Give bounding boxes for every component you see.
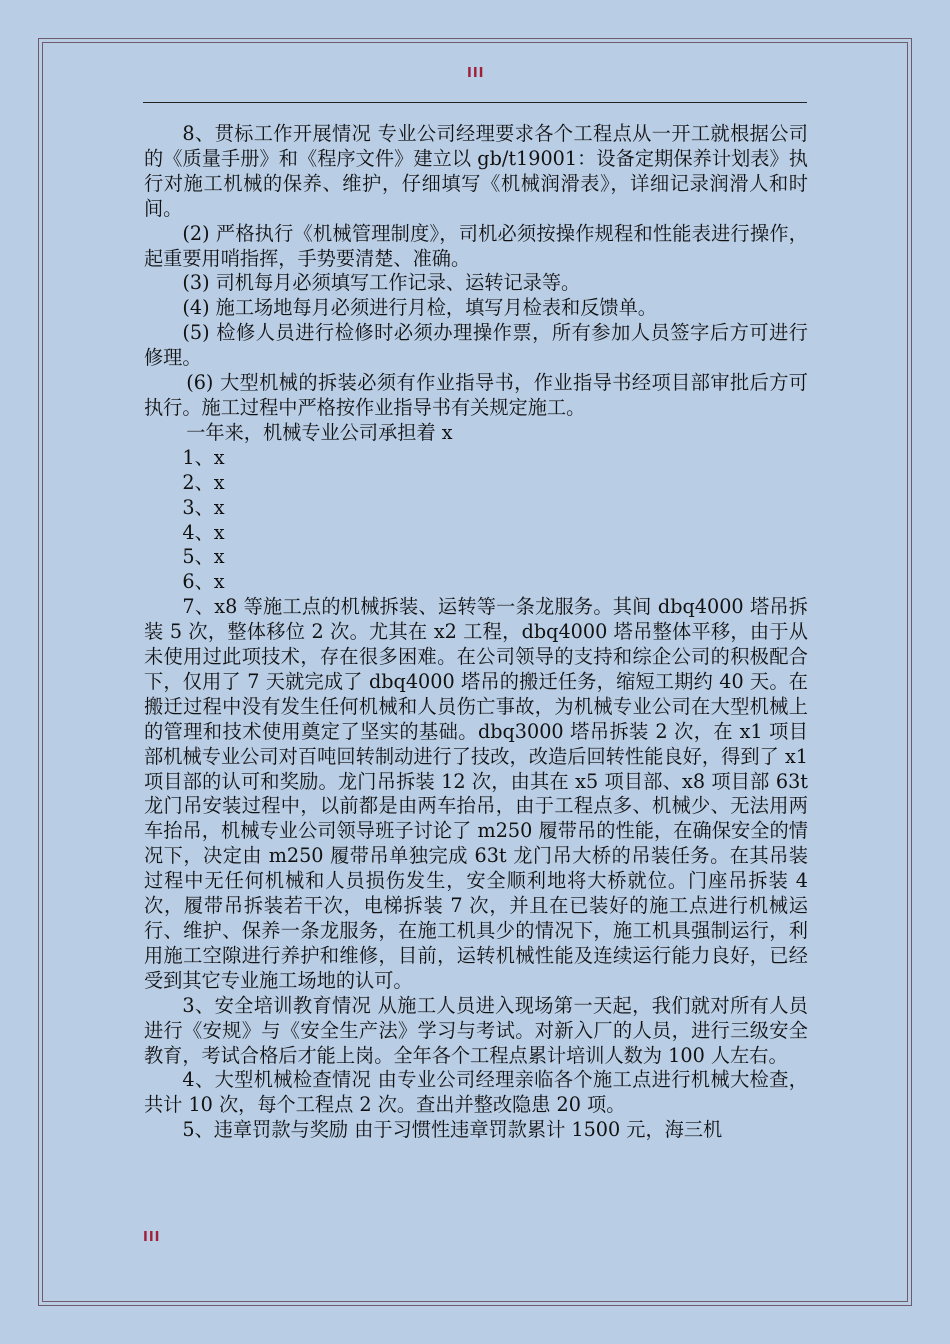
- document-body: [144, 122, 808, 1143]
- paragraph-machinery-inspection: 4、大型机械检查情况 由专业公司经理亲临各个施工点进行机械大检查，共计 10 次，每个工程点 2 次。查出并整改隐患 20 项。: [144, 1068, 808, 1117]
- paragraph-standard-implementation: 8、贯标工作开展情况 专业公司经理要求各个工程点从一开工就根据公司的《质量手册》和《程序文件》建立以 gb/t19001：设备定期保养计划表》执行对施工机械的保养、维护，仔细填写《机械润滑表》，详细记录润滑人和时间。: [144, 122, 808, 220]
- paragraph-year-summary: 一年来，机械专业公司承担着 x: [186, 420, 453, 444]
- list-item: 6、x: [182, 570, 225, 594]
- paragraph-item-2: (2) 严格执行《机械管理制度》，司机必须按操作规程和性能表进行操作，起重要用哨指挥，手势要清楚、准确。: [144, 221, 808, 270]
- list-item: 4、x: [182, 520, 225, 544]
- list-item: 1、x: [182, 445, 225, 469]
- paragraph-safety-training: 3、安全培训教育情况 从施工人员进入现场第一天起，我们就对所有人员进行《安规》与《安全生产法》学习与考试。对新入厂的人员，进行三级安全教育，考试合格后才能上岗。全年各个工程点累计培训人数为 100 人左右。: [144, 993, 808, 1067]
- list-item: 5、x: [182, 545, 225, 569]
- paragraph-violation-fines: 5、违章罚款与奖励 由于习惯性违章罚款累计 1500 元，海三机: [182, 1118, 723, 1142]
- paragraph-item-5: (5) 检修人员进行检修时必须办理操作票，所有参加人员签字后方可进行修理。: [144, 321, 808, 370]
- paragraph-item-6: (6) 大型机械的拆装必须有作业指导书，作业指导书经项目部审批后方可执行。施工过程中严格按作业指导书有关规定施工。: [144, 371, 808, 419]
- header-rule: [143, 102, 807, 103]
- list-item: 3、x: [182, 495, 225, 519]
- header-mark: III: [467, 66, 485, 81]
- paragraph-item-3: (3) 司机每月必须填写工作记录、运转记录等。: [182, 271, 581, 295]
- paragraph-item-4: (4) 施工场地每月必须进行月检，填写月检表和反馈单。: [182, 296, 657, 320]
- paragraph-item-7-details: 7、x8 等施工点的机械拆装、运转等一条龙服务。其间 dbq4000 塔吊拆装 5 次，整体移位 2 次。尤其在 x2 工程，dbq4000 塔吊整体平移，由于从未使用过此项技术，存在很多困难。在公司领导的支持和综企公司的积极配合下，仅用了 7 天就完成了 dbq4000 塔吊的搬迁任务，缩短工期约 40 天。在搬迁过程中没有发生任何机械和人员伤亡事故，为机械专业公司在大型机械上的管理和技术使用奠定了坚实的基础。dbq3000 塔吊拆装 2 次，在 x1 项目部机械专业公司对百吨回转制动进行了技改，改造后回转性能良好，得到了 x1 项目部的认可和奖励。龙门吊拆装 12 次，由其在 x5 项目部、x8 项目部 63t 龙门吊安装过程中，以前都是由两车抬吊，由于工程点多、机械少、无法用两车抬吊，机械专业公司领导班子讨论了 m250 履带吊的性能，在确保安全的情况下，决定由 m250 履带吊单独完成 63t 龙门吊大桥的吊装任务。在其吊装过程中无任何机械和人员损伤发生，安全顺利地将大桥就位。门座吊拆装 4 次，履带吊拆装若干次，电梯拆装 7 次，并且在已装好的施工点进行机械运行、维护、保养一条龙服务，在施工机具少的情况下，施工机具强制运行，利用施工空隙进行养护和维修，目前，运转机械性能及连续运行能力良好，已经受到其它专业施工场地的认可。: [144, 595, 808, 992]
- list-item: 2、x: [182, 470, 225, 494]
- footer-mark: III: [143, 1230, 161, 1245]
